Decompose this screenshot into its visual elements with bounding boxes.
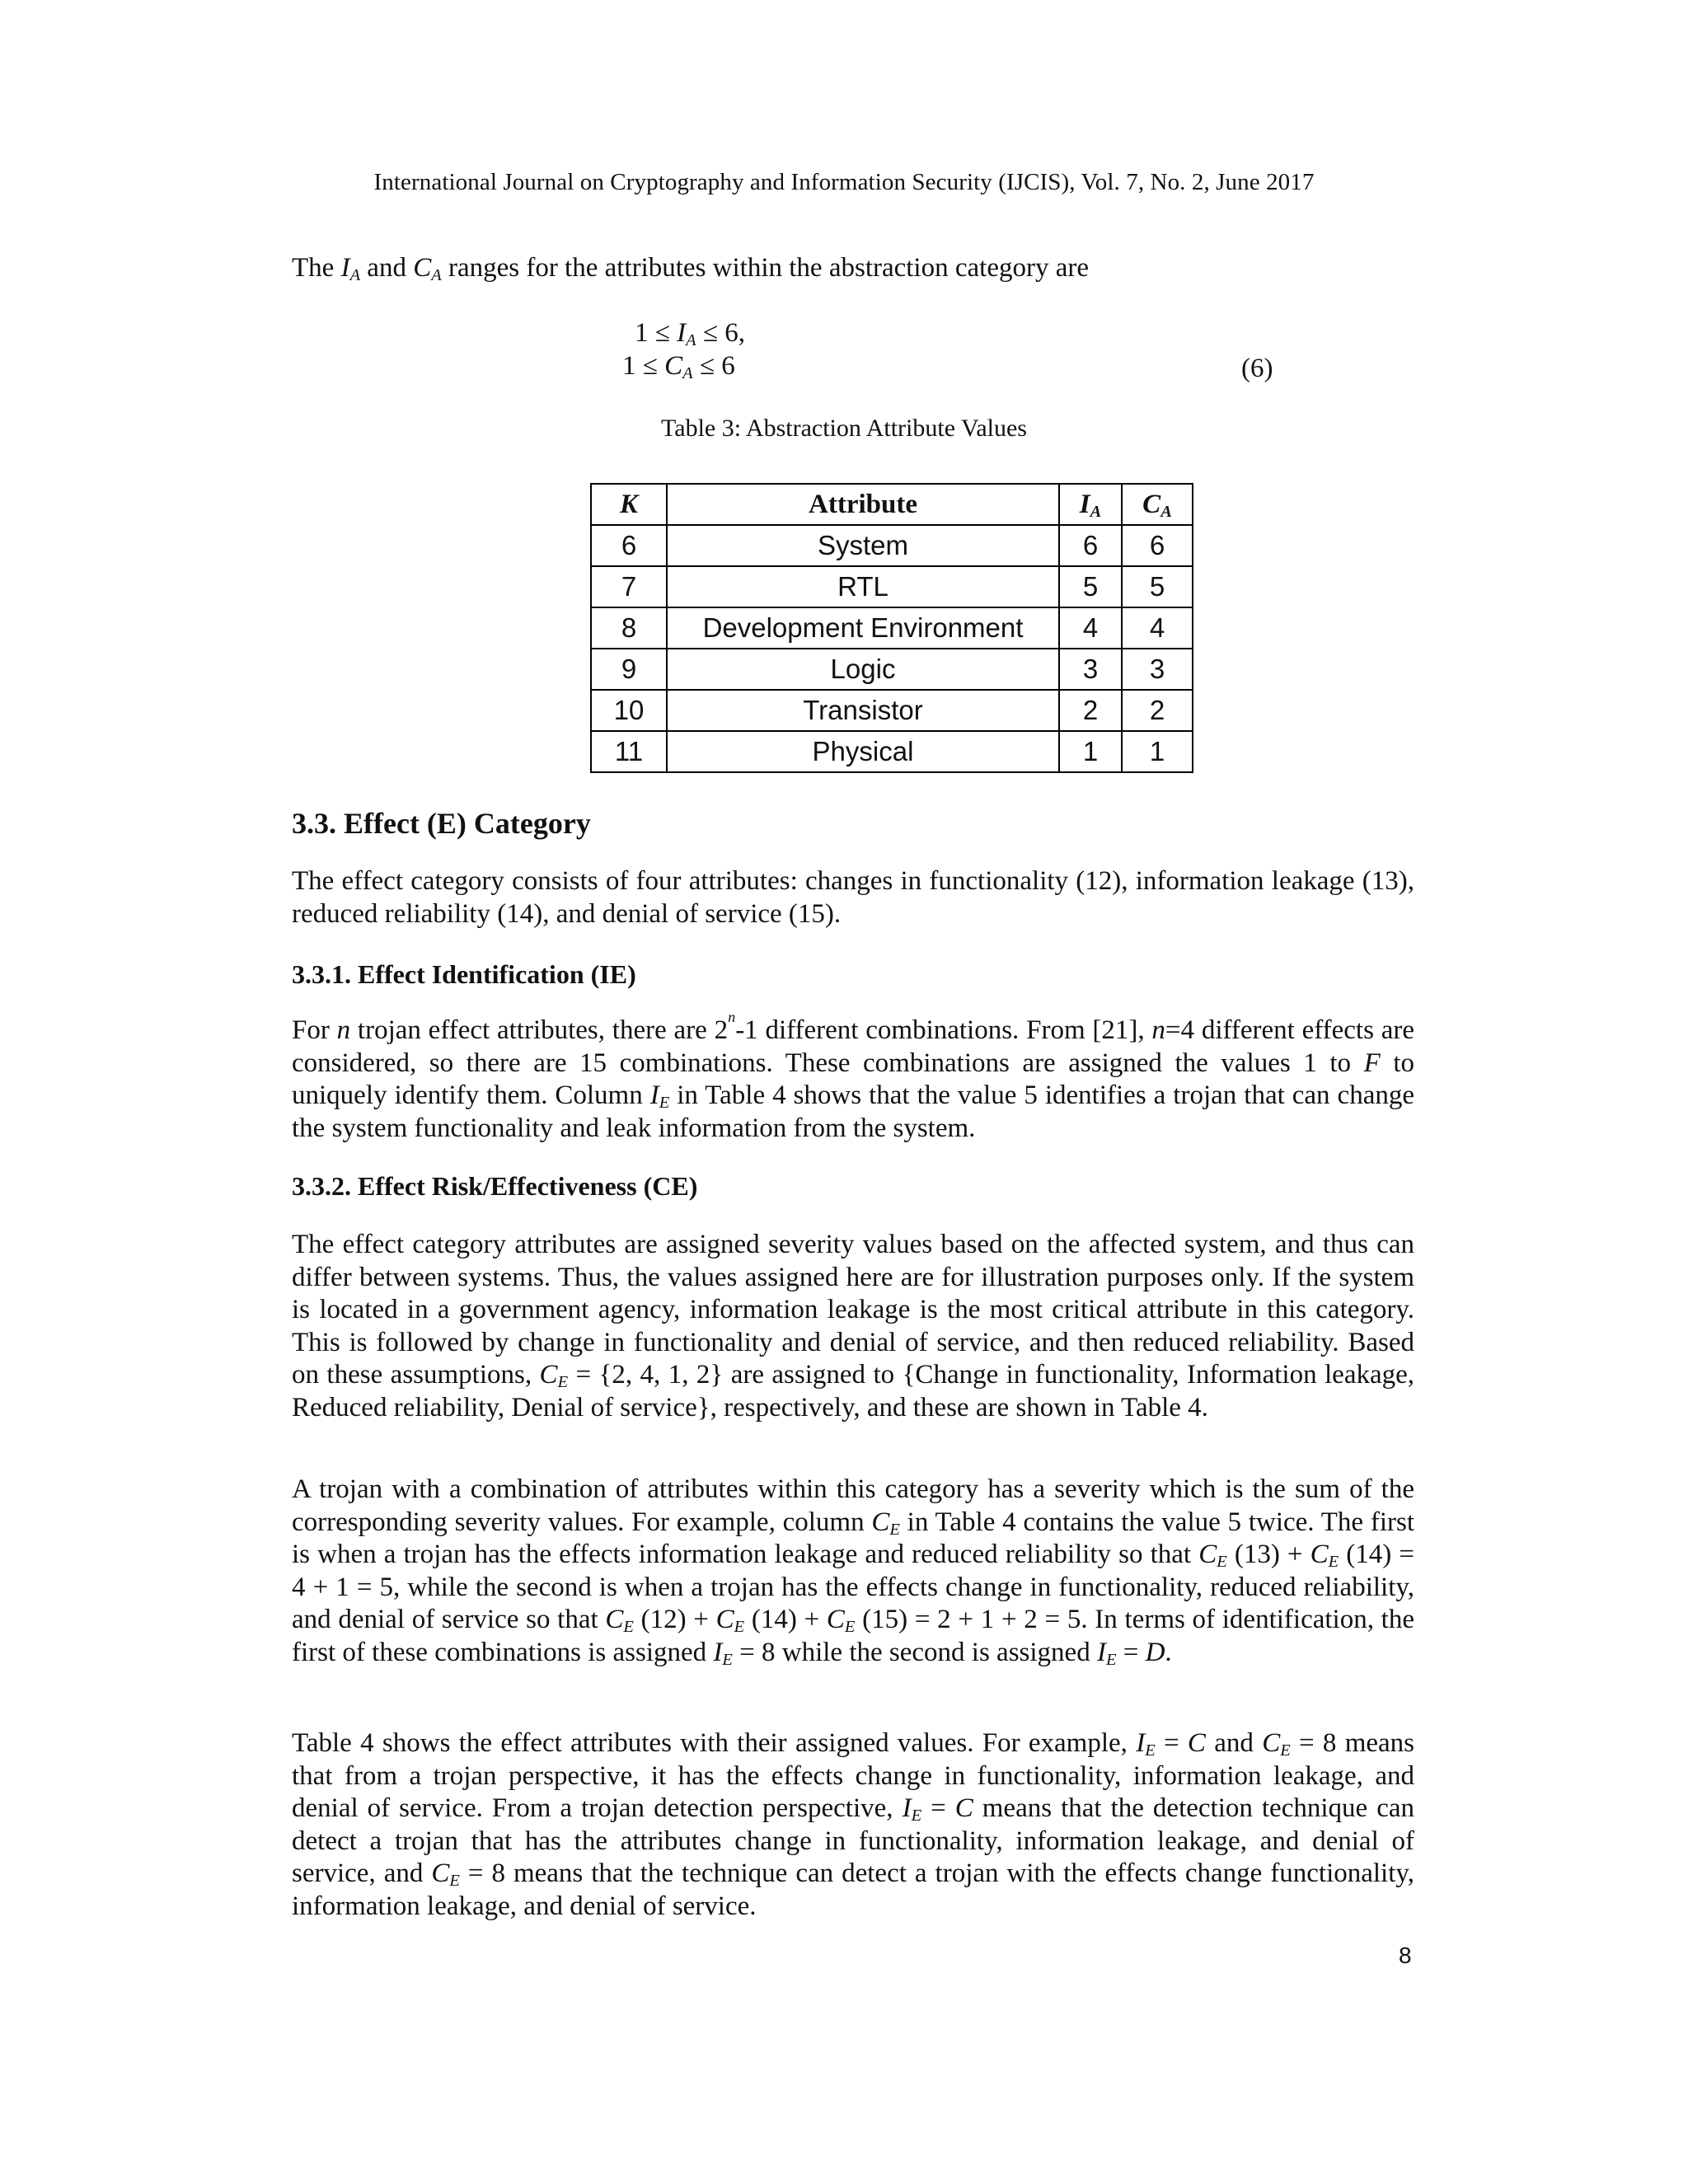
abstraction-attribute-table: [590, 483, 1193, 773]
journal-header: International Journal on Cryptography and Information Security (IJCIS), Vol. 7, No. 2, June 2017: [373, 169, 1315, 195]
equation-line-2: $1 \le C_A \le 6$: [622, 351, 735, 383]
equation-number: (6): [1241, 354, 1273, 383]
table-row: [591, 690, 1193, 731]
cell-ca: 2: [1122, 690, 1193, 731]
cell-attribute: System: [667, 525, 1059, 566]
cell-ia: 1: [1059, 731, 1122, 772]
cell-ca: 5: [1122, 566, 1193, 607]
cell-ia: 3: [1059, 649, 1122, 690]
table-row: [591, 607, 1193, 649]
cell-attribute: RTL: [667, 566, 1059, 607]
table-row: [591, 566, 1193, 607]
ce-paragraph-2: A trojan with a combination of attributes within this category has a severity which is the sum of the corresponding severity values. For example, column $C_E$ in Table 4 contains the value 5 twice. The first is when a trojan has the effects information leakage and reduced reliability so that $C_E$ $(13) + C_E$ (14) = 4 + 1 = 5, while the second is when a trojan has the effects change in functionality, reduced reliability, and denial of service so that $C_E$ $(12) + C_E$ $(14) + C_E$ (15) = 2 + 1 + 2 = 5. In terms of identification, the first of these combinations is assigned $I_E = 8$ while the second is assigned $I_E = D$.: [292, 1474, 1414, 1669]
cell-ca: 4: [1122, 607, 1193, 649]
cell-k: 9: [591, 649, 667, 690]
cell-attribute: Logic: [667, 649, 1059, 690]
cell-ia: 4: [1059, 607, 1122, 649]
math-subscript: A: [349, 266, 361, 285]
text: and: [360, 253, 414, 283]
cell-ia: 6: [1059, 525, 1122, 566]
ce-paragraph-3: Table 4 shows the effect attributes with their assigned values. For example, $I_E = C$ and $C_E = 8$ means that from a trojan perspective, it has the effects change in functionality, information leakage, and denial of service. From a trojan detection perspective, $I_E = C$ means that the detection technique can detect a trojan that has the attributes change in functionality, information leakage, and denial of service, and $C_E = 8$ means that the technique can detect a trojan with the effects change functionality, information leakage, and denial of service.: [292, 1728, 1414, 1921]
table-row: [591, 649, 1193, 690]
section-paragraph: [292, 865, 1414, 930]
math-symbol: I: [340, 253, 350, 283]
cell-ca: 1: [1122, 731, 1193, 772]
header-ia: $I_A$: [1059, 484, 1122, 525]
table-header-row: [591, 484, 1193, 525]
table-row: [591, 525, 1193, 566]
ie-paragraph: For n trojan effect attributes, there are 2$^n$-1 different combinations. From [21], n=4 different effects are considered, so there are 15 combinations. These combinations are assigned the values 1 to F to uniquely identify them. Column $I_E$ in Table 4 shows that the value 5 identifies a trojan that can change the system functionality and leak information from the system.: [292, 1009, 1415, 1143]
page-number: 8: [1399, 1943, 1412, 1968]
cell-ia: 5: [1059, 566, 1122, 607]
cell-ca: 3: [1122, 649, 1193, 690]
math-symbol: C: [413, 253, 432, 283]
cell-ca: 6: [1122, 525, 1193, 566]
table-row: [591, 731, 1193, 772]
subsection-heading-ce: 3.3.2. Effect Risk/Effectiveness (CE): [292, 1171, 698, 1201]
cell-k: 7: [591, 566, 667, 607]
cell-k: 11: [591, 731, 667, 772]
section-heading: 3.3. Effect (E) Category: [292, 807, 591, 840]
cell-k: 8: [591, 607, 667, 649]
cell-k: 10: [591, 690, 667, 731]
cell-attribute: Physical: [667, 731, 1059, 772]
header-k: K: [591, 484, 667, 525]
intro-paragraph: [292, 252, 1414, 285]
equation-line-1: $1 \le I_A \le 6$,: [635, 318, 745, 350]
paragraph-text: The effect category consists of four attributes: changes in functionality (12), information leakage (13), reduced reliability (14), and denial of service (15).: [292, 866, 1414, 929]
ce-paragraph-1: The effect category attributes are assigned severity values based on the affected system, and thus can differ between systems. Thus, the values assigned here are for illustration purposes only. If the system is located in a government agency, information leakage is the most critical attribute in this category. This is followed by change in functionality and denial of service, and then reduced reliability. Based on these assumptions, $C_E = \{2$, 4, 1, 2} are assigned to {Change in functionality, Information leakage, Reduced reliability, Denial of service}, respectively, and these are shown in Table 4.: [292, 1230, 1415, 1422]
cell-ia: 2: [1059, 690, 1122, 731]
math-subscript: A: [431, 266, 442, 285]
text: ranges for the attributes within the abstraction category are: [441, 253, 1089, 283]
subsection-heading-ie: 3.3.1. Effect Identification (IE): [292, 959, 636, 989]
cell-k: 6: [591, 525, 667, 566]
cell-attribute: Development Environment: [667, 607, 1059, 649]
header-attribute: Attribute: [667, 484, 1059, 525]
cell-attribute: Transistor: [667, 690, 1059, 731]
table-caption: Table 3: Abstraction Attribute Values: [661, 415, 1027, 442]
header-ca: $C_A$: [1122, 484, 1193, 525]
text: The: [292, 253, 341, 283]
